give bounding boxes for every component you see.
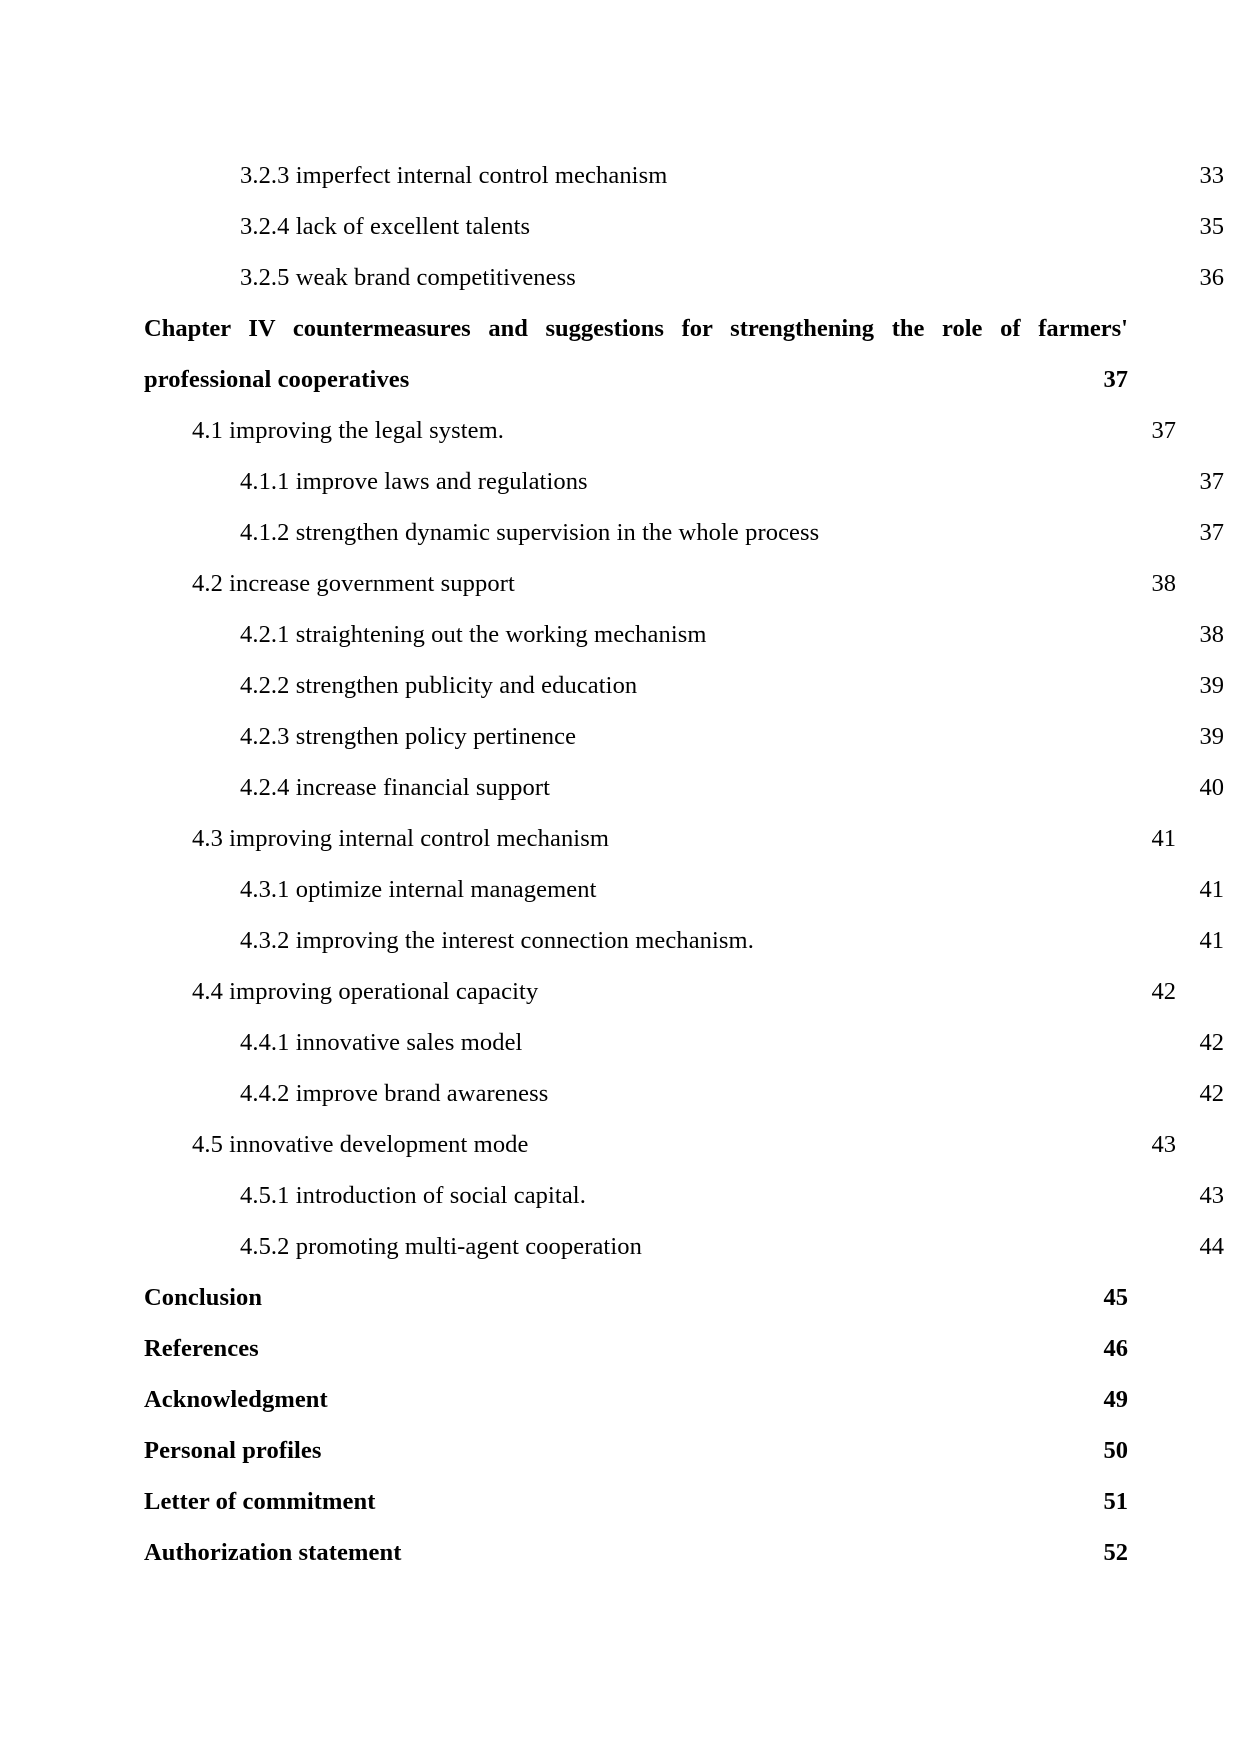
toc-entry[interactable] <box>144 1119 1176 1170</box>
toc-entry[interactable] <box>144 915 1224 966</box>
toc-entry-heading[interactable] <box>144 303 1128 354</box>
toc-leader-dots <box>538 975 1151 1000</box>
toc-entry-title: 4.1.1 improve laws and regulations <box>240 468 588 495</box>
toc-leader-dots <box>597 873 1200 898</box>
toc-entry-title: 4.2.3 strengthen policy pertinence <box>240 723 577 750</box>
toc-leader-dots <box>522 1026 1199 1051</box>
toc-entry-page-number: 37 <box>1151 417 1176 444</box>
toc-entry[interactable] <box>144 201 1224 252</box>
toc-entry-title: 4.2.1 straightening out the working mechanism <box>240 621 707 648</box>
toc-entry-page-number: 42 <box>1151 978 1176 1005</box>
toc-entry-page-number: 41 <box>1199 927 1224 954</box>
toc-entry-page-number: 50 <box>1103 1437 1128 1464</box>
toc-entry-page-number: 51 <box>1103 1488 1128 1515</box>
toc-entry-page-number: 40 <box>1199 774 1224 801</box>
toc-leader-dots <box>504 414 1151 439</box>
toc-entry-title: 4.1 improving the legal system. <box>192 417 505 444</box>
toc-entry-title: References <box>144 1335 259 1362</box>
toc-entry-title: 4.3.2 improving the interest connection mechanism. <box>240 927 754 954</box>
toc-entry[interactable] <box>144 558 1176 609</box>
toc-entry-page-number: 41 <box>1199 876 1224 903</box>
toc-leader-dots <box>515 567 1152 592</box>
toc-entry-title: 4.2.4 increase financial support <box>240 774 551 801</box>
toc-entry[interactable] <box>144 1068 1224 1119</box>
toc-entry-title: 4.5.2 promoting multi-agent cooperation <box>240 1233 642 1260</box>
toc-entry[interactable] <box>144 864 1224 915</box>
table-of-contents <box>144 150 1224 1578</box>
toc-entry-page-number: 37 <box>1103 366 1128 393</box>
toc-entry-title: Chapter IV countermeasures and suggestions for strengthening the role of farmers' <box>144 315 1128 342</box>
toc-entry[interactable] <box>144 456 1224 507</box>
toc-leader-dots <box>409 363 1103 388</box>
toc-entry-page-number: 35 <box>1199 213 1224 240</box>
toc-entry-page-number: 43 <box>1199 1182 1224 1209</box>
toc-entry-title: 3.2.5 weak brand competitiveness <box>240 264 576 291</box>
toc-entry[interactable] <box>144 1374 1128 1425</box>
toc-entry-page-number: 46 <box>1103 1335 1128 1362</box>
toc-entry-page-number: 39 <box>1199 723 1224 750</box>
toc-entry[interactable] <box>144 1527 1128 1578</box>
toc-entry-title: 4.1.2 strengthen dynamic supervision in the whole process <box>240 519 820 546</box>
toc-entry-title: 4.2.2 strengthen publicity and education <box>240 672 638 699</box>
toc-entry[interactable] <box>144 1323 1128 1374</box>
toc-entry-title: 4.5 innovative development mode <box>192 1131 529 1158</box>
toc-leader-dots <box>401 1536 1103 1561</box>
toc-leader-dots <box>262 1281 1103 1306</box>
toc-entry-title: Authorization statement <box>144 1539 402 1566</box>
toc-entry-page-number: 42 <box>1199 1029 1224 1056</box>
toc-entry-page-number: 38 <box>1199 621 1224 648</box>
toc-leader-dots <box>375 1485 1103 1510</box>
toc-entry-title: 3.2.3 imperfect internal control mechanism <box>240 162 668 189</box>
toc-leader-dots <box>588 465 1200 490</box>
toc-entry-title: 3.2.4 lack of excellent talents <box>240 213 531 240</box>
toc-entry-title: 4.3 improving internal control mechanism <box>192 825 610 852</box>
toc-entry-title: 4.5.1 introduction of social capital. <box>240 1182 586 1209</box>
toc-leader-dots <box>259 1332 1104 1357</box>
toc-entry[interactable] <box>144 966 1176 1017</box>
toc-leader-dots <box>576 720 1199 745</box>
toc-entry-title: 4.4.1 innovative sales model <box>240 1029 523 1056</box>
toc-entry-title-continuation: professional cooperatives <box>144 366 410 393</box>
toc-entry-heading-continuation[interactable] <box>144 354 1128 405</box>
toc-entry-page-number: 52 <box>1103 1539 1128 1566</box>
toc-entry-title: 4.3.1 optimize internal management <box>240 876 597 903</box>
toc-entry[interactable] <box>144 1221 1224 1272</box>
toc-leader-dots <box>637 669 1199 694</box>
toc-entry-page-number: 37 <box>1199 468 1224 495</box>
toc-leader-dots <box>642 1230 1200 1255</box>
toc-entry[interactable] <box>144 813 1176 864</box>
toc-leader-dots <box>754 924 1200 949</box>
toc-entry[interactable] <box>144 1170 1224 1221</box>
toc-entry-title: Letter of commitment <box>144 1488 376 1515</box>
toc-entry-page-number: 36 <box>1199 264 1224 291</box>
toc-entry-page-number: 45 <box>1103 1284 1128 1311</box>
toc-leader-dots <box>819 516 1199 541</box>
toc-leader-dots <box>586 1179 1200 1204</box>
toc-entry-page-number: 49 <box>1103 1386 1128 1413</box>
toc-entry-page-number: 44 <box>1199 1233 1224 1260</box>
toc-entry-page-number: 33 <box>1199 162 1224 189</box>
toc-leader-dots <box>667 159 1199 184</box>
toc-leader-dots <box>529 1128 1152 1153</box>
toc-entry-title: Acknowledgment <box>144 1386 328 1413</box>
toc-leader-dots <box>322 1434 1104 1459</box>
toc-entry-page-number: 42 <box>1199 1080 1224 1107</box>
toc-entry[interactable] <box>144 1017 1224 1068</box>
toc-entry[interactable] <box>144 507 1224 558</box>
toc-entry[interactable] <box>144 1476 1128 1527</box>
toc-leader-dots <box>576 261 1200 286</box>
toc-leader-dots <box>550 771 1199 796</box>
toc-entry[interactable] <box>144 1425 1128 1476</box>
toc-leader-dots <box>707 618 1200 643</box>
toc-entry[interactable] <box>144 660 1224 711</box>
toc-entry-title: 4.2 increase government support <box>192 570 515 597</box>
toc-entry[interactable] <box>144 150 1224 201</box>
toc-entry[interactable] <box>144 252 1224 303</box>
toc-entry-page-number: 37 <box>1199 519 1224 546</box>
toc-leader-dots <box>328 1383 1104 1408</box>
toc-entry-title: 4.4.2 improve brand awareness <box>240 1080 549 1107</box>
toc-entry[interactable] <box>144 762 1224 813</box>
toc-entry[interactable] <box>144 1272 1128 1323</box>
toc-leader-dots <box>530 210 1199 235</box>
toc-entry-page-number: 39 <box>1199 672 1224 699</box>
toc-entry-page-number: 43 <box>1151 1131 1176 1158</box>
toc-entry-page-number: 38 <box>1151 570 1176 597</box>
toc-entry-title: Conclusion <box>144 1284 263 1311</box>
toc-entry-title: Personal profiles <box>144 1437 322 1464</box>
toc-leader-dots <box>548 1077 1199 1102</box>
toc-entry-title: 4.4 improving operational capacity <box>192 978 539 1005</box>
toc-leader-dots <box>609 822 1151 847</box>
toc-entry[interactable] <box>144 609 1224 660</box>
toc-entry-page-number: 41 <box>1151 825 1176 852</box>
toc-entry[interactable] <box>144 405 1176 456</box>
toc-entry[interactable] <box>144 711 1224 762</box>
